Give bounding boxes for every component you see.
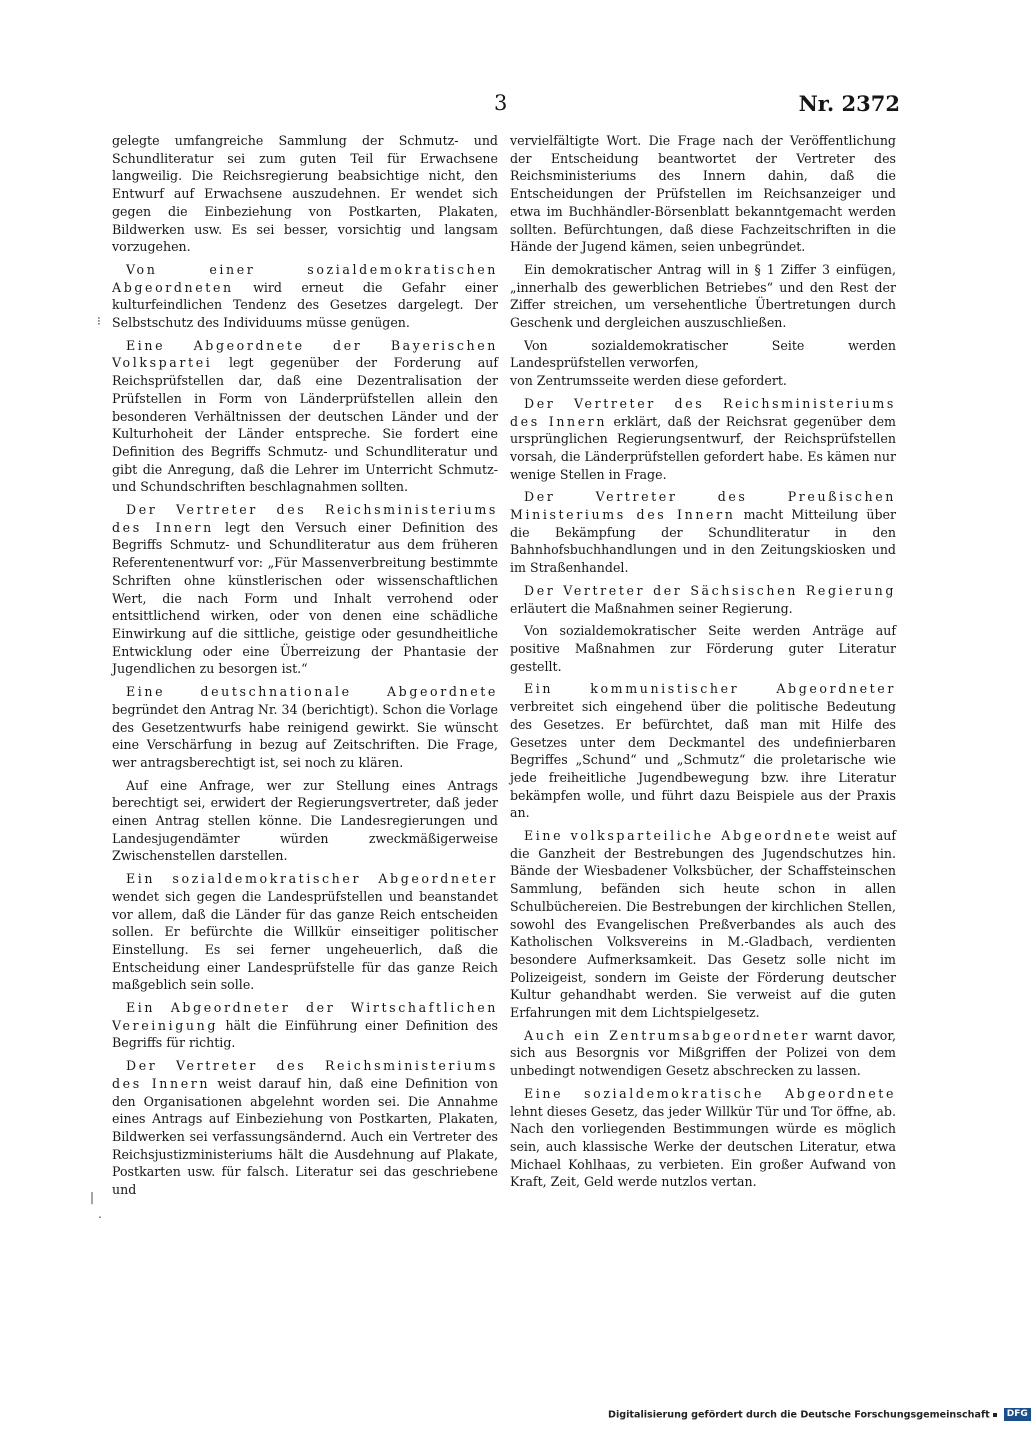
speaker-label: Ein kommunistischer Abgeordneter <box>524 681 896 697</box>
speaker-label: Der Vertreter der Sächsischen Regierung <box>524 582 896 598</box>
page-header <box>110 91 900 123</box>
speaker-label: Eine volksparteiliche Abgeordnete <box>524 828 833 844</box>
paragraph: vervielfältigte Wort. Die Frage nach der Veröffentlichung der Entscheidung beantwortet der Vertreter des Reichsministeriums des Innern dahin, daß die Entscheidungen der Prüfstellen im Reichsanzeiger und etwa im Buchhändler-Börsenblatt bekanntgemacht werden sollten. Befürchtungen, daß diese Fachzeitschriften in die Hände der Jugend kämen, seien unbegründet. <box>510 133 896 255</box>
footer-text: Digitalisierung gefördert durch die Deutsche Forschungsgemeinschaft <box>608 1409 990 1421</box>
paragraph: Auch ein Zentrumsabgeordneter warnt davor, sich aus Besorgnis vor Mißgriffen der Polizei von dem unbedingt notwendigen Gesetz abschrecken zu lassen. <box>510 1027 896 1079</box>
margin-mark: | <box>90 1190 95 1204</box>
left-column <box>112 132 498 1204</box>
paragraph: Eine volksparteiliche Abgeordnete weist auf die Ganzheit der Bestrebungen des Jugendschutzes hin. Bände der Wiesbadener Volksbücher, der Schaffsteinschen Sammlung, befänden sich heute schon in allen Schulbüchereien. Die Bestrebungen der kirchlichen Stellen, sowohl des Evangelischen Preßverbandes als auch des Katholischen Volksvereins in M.-Gladbach, verdienten besondere Aufmerksamkeit. Das Gesetz solle nicht im Polizeigeist, sondern im Geiste der Förderung deutscher Kultur gehandhabt werden. Sie verweist auf die guten Erfahrungen mit dem Lichtspielgesetz. <box>510 828 896 1021</box>
paragraph: Auf eine Anfrage, wer zur Stellung eines Antrags berechtigt sei, erwidert der Regierungsvertreter, daß jeder einen Antrag stellen könne. Die Landesregierungen und Landesjugendämter würden zweckmäßigerweise Zwischenstellen darstellen. <box>112 777 498 864</box>
paragraph: Eine sozialdemokratische Abgeordnete lehnt dieses Gesetz, das jeder Willkür Tür und Tor öffne, ab. Nach den vorliegenden Bestimmungen würde es möglich sein, auch klassische Werke der deutschen Literatur, etwa Michael Kohlhaas, zu verbieten. Ein großer Aufwand von Kraft, Zeit, Geld werde nutzlos vertan. <box>510 1085 896 1190</box>
speaker-label: Der Vertreter des Reichsministeriums des Innern <box>510 395 896 429</box>
paragraph: Der Vertreter des Preußischen Ministeriums des Innern macht Mitteilung über die Bekämpfung der Schundliteratur in den Bahnhofsbuchhandlungen und in den Zeitungskiosken und im Straßenhandel. <box>510 489 896 576</box>
issue-number: Nr. 2372 <box>798 91 900 116</box>
paragraph: Eine deutschnationale Abgeordnete begründet den Antrag Nr. 34 (berichtigt). Schon die Vorlage des Gesetzentwurfs habe reinigend gewirkt. Sie wünscht eine Verschärfung in bezug auf Zeitschriften. Die Frage, wer antragsberechtigt ist, sei noch zu klären. <box>112 684 498 770</box>
speaker-label: Der Vertreter des Preußischen Ministeriums des Innern <box>510 489 896 523</box>
paragraph: Von sozialdemokratischer Seite werden Landesprüfstellen verworfen, <box>510 337 896 371</box>
paragraph: Der Vertreter der Sächsischen Regierung erläutert die Maßnahmen seiner Regierung. <box>510 582 896 616</box>
separator-dot <box>993 1413 997 1417</box>
speaker-label: Eine sozialdemokratische Abgeordnete <box>524 1085 896 1101</box>
paragraph: Ein Abgeordneter der Wirtschaftlichen Vereinigung hält die Einführung einer Definition des Begriffs für richtig. <box>112 1000 498 1051</box>
speaker-label: Ein Abgeordneter der Wirtschaftlichen Vereinigung <box>112 1000 498 1033</box>
right-column <box>510 132 896 1196</box>
paragraph: gelegte umfangreiche Sammlung der Schmutz- und Schundliteratur sei zum guten Teil für Erwachsene langweilig. Die Reichsregierung beabsichtige nicht, den Entwurf auf Erwachsene auszudehnen. Er wendet sich gegen die Einbeziehung von Postkarten, Plakaten, Bildwerken usw. Es sei besser, vorsichtig und langsam vorzugehen. <box>112 133 498 255</box>
margin-mark: ⁝ <box>97 314 101 328</box>
margin-mark: . <box>98 1207 102 1221</box>
paragraph: Von einer sozialdemokratischen Abgeordneten wird erneut die Gefahr einer kulturfeindlichen Tendenz des Gesetzes dargelegt. Der Selbstschutz des Individuums müsse genügen. <box>112 261 498 331</box>
speaker-label: Auch ein Zentrumsabgeordneter <box>524 1027 810 1043</box>
paragraph: Ein sozialdemokratischer Abgeordneter wendet sich gegen die Landesprüfstellen und beanstandet vor allem, daß die Länder für das ganze Reich entscheiden sollen. Er befürchte die Willkür einseitiger politischer Einstellung. Es sei ferner ungeheuerlich, daß die Entscheidung einer Landesprüfstelle für das ganze Reich maßgeblich sein solle. <box>112 871 498 993</box>
paragraph: Ein demokratischer Antrag will in § 1 Ziffer 3 einfügen, „innerhalb des gewerblichen Betriebes“ und den Rest der Ziffer streichen, um versehentliche Übertretungen durch Geschenk und dergleichen auszuschließen. <box>510 261 896 331</box>
page-number: 3 <box>494 91 508 115</box>
paragraph: Ein kommunistischer Abgeordneter verbreitet sich eingehend über die politische Bedeutung des Gesetzes. Er befürchtet, daß man mit Hilfe des Gesetzes unter dem Deckmantel des undefinierbaren Begriffes „Schund“ und „Schmutz“ die proletarische wie jede freiheitliche Jugendbewegung bzw. ihre Literatur bekämpfen wolle, und führt dazu Beispiele aus der Praxis an. <box>510 681 896 821</box>
paragraph: von Zentrumsseite werden diese gefordert. <box>510 373 787 389</box>
speaker-label: Der Vertreter des Reichsministeriums des Innern <box>112 502 498 535</box>
speaker-label: Eine deutschnationale Abgeordnete <box>126 684 498 700</box>
speaker-label: Von einer sozialdemokratischen Abgeordneten <box>112 261 498 295</box>
paragraph: Eine Abgeordnete der Bayerischen Volkspartei legt gegenüber der Forderung auf Reichsprüfstellen dar, daß eine Dezentralisation der Prüfstellen in Form von Länderprüfstellen allein den besonderen Verhältnissen der deutschen Länder und der Kulturhoheit der Länder entspreche. Sie fordert eine Definition des Begriffs Schmutz- und Schundliteratur und gibt die Anregung, daß die Lehrer im Unterricht Schmutz- und Schundschriften beschlagnahmen sollten. <box>112 337 498 495</box>
paragraph: Der Vertreter des Reichsministeriums des Innern weist darauf hin, daß eine Definition von den Organisationen abgelehnt worden sei. Die Annahme eines Antrags auf Einbeziehung von Postkarten, Plakaten, Bildwerken sei verfassungsändernd. Auch ein Vertreter des Reichsjustizministeriums hält die Ausdehnung auf Plakate, Postkarten usw. für falsch. Literatur sei das geschriebene und <box>112 1058 498 1198</box>
speaker-label: Ein sozialdemokratischer Abgeordneter <box>126 871 498 887</box>
paragraph: Der Vertreter des Reichsministeriums des Innern legt den Versuch einer Definition des Begriffs Schmutz- und Schundliteratur aus dem früheren Referentenentwurf vor: „Für Massenverbreitung bestimmte Schriften ohne künstlerischen oder wissenschaftlichen Wert, die nach Form und Inhalt verrohend oder entsittlichend wirken, oder von denen eine schädliche Einwirkung auf die sittliche, geistige oder gesundheitliche Entwicklung oder eine Überreizung der Phantasie der Jugendlichen zu besorgen ist.“ <box>112 502 499 677</box>
paragraph: Der Vertreter des Reichsministeriums des Innern erklärt, daß der Reichsrat gegenüber dem ursprünglichen Regierungsentwurf, der Reichsprüfstellen vorsah, die Länderprüfstellen gefordert habe. Es kämen nur wenige Stellen in Frage. <box>510 395 896 482</box>
dfg-logo: DFG <box>1004 1408 1031 1421</box>
paragraph: Von sozialdemokratischer Seite werden Anträge auf positive Maßnahmen zur Förderung guter Literatur gestellt. <box>510 623 896 674</box>
speaker-label: Der Vertreter des Reichsministeriums des Innern <box>112 1058 498 1091</box>
speaker-label: Eine Abgeordnete der Bayerischen Volkspartei <box>112 337 498 371</box>
footer <box>608 1408 1028 1426</box>
